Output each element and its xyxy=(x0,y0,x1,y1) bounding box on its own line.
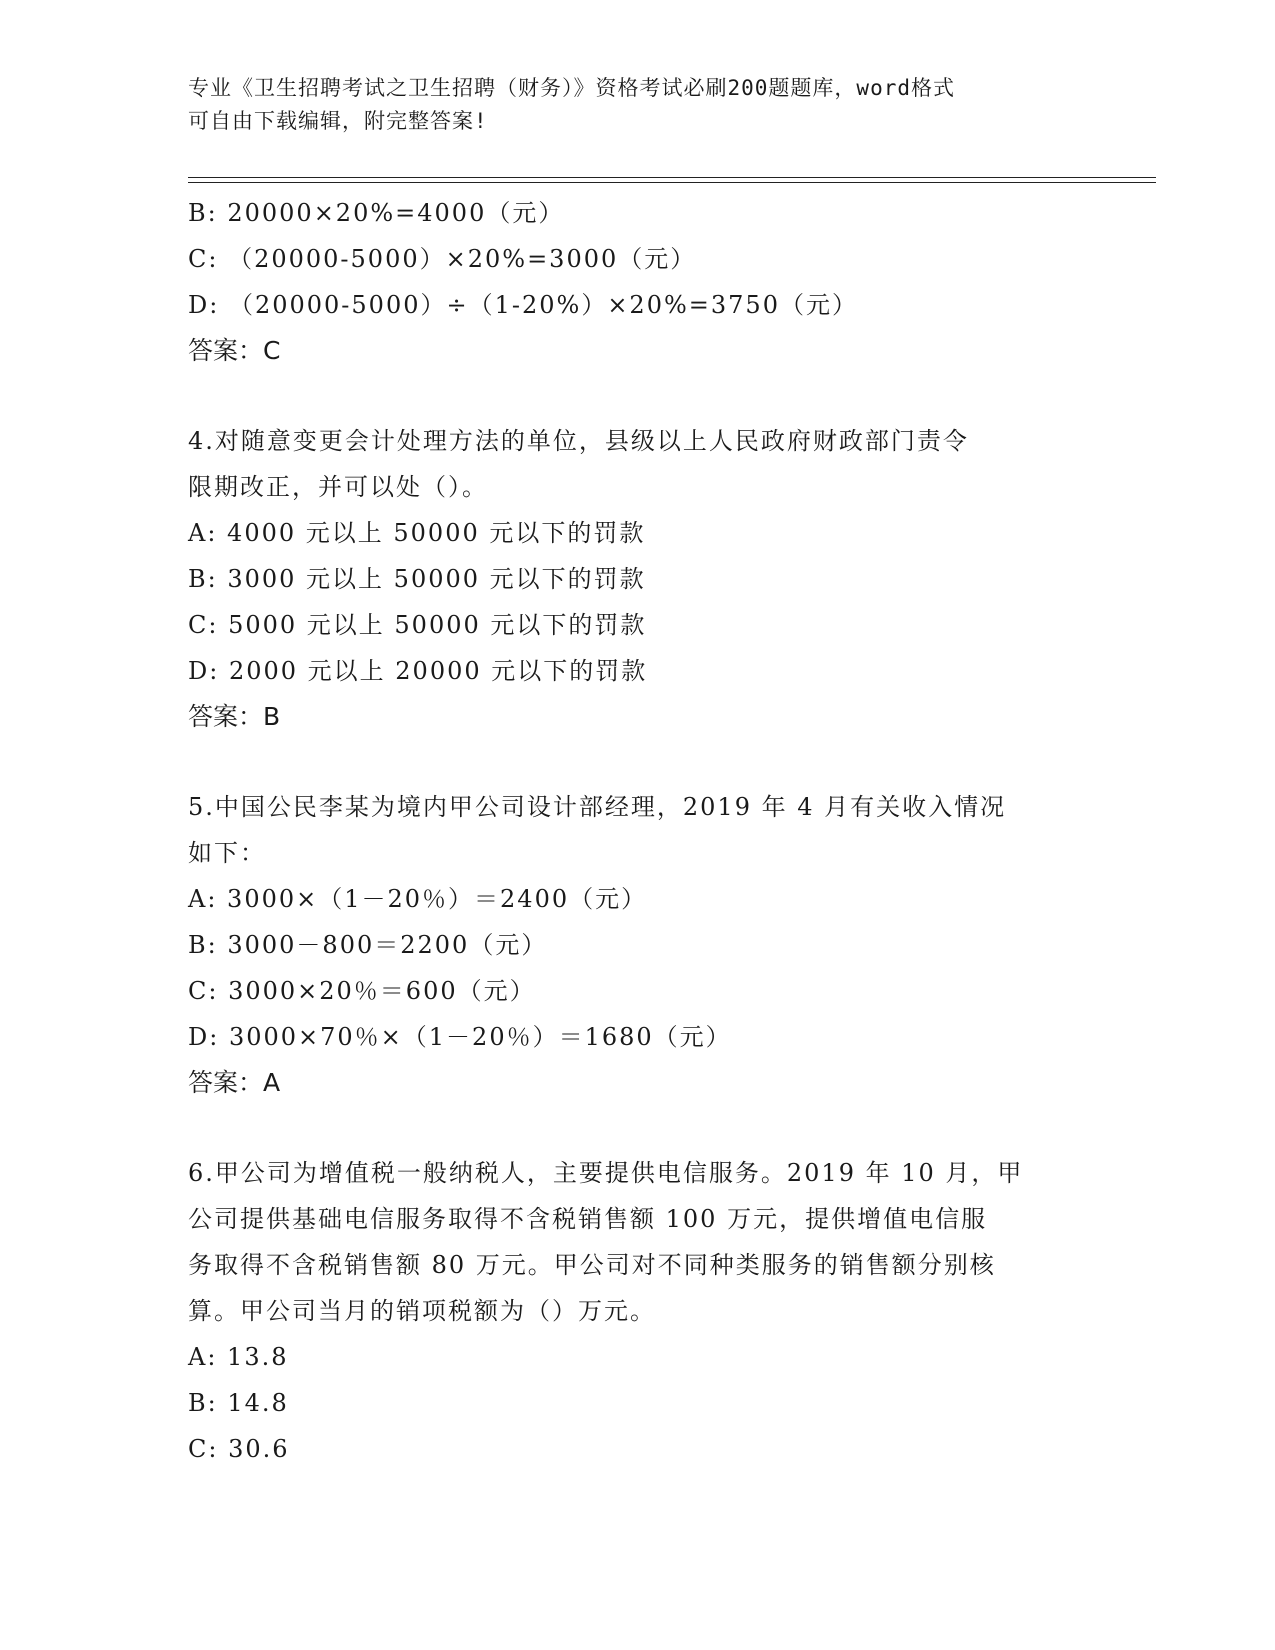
q6-stem-line-1: 6.甲公司为增值税一般纳税人，主要提供电信服务。2019 年 10 月，甲 xyxy=(188,1159,1024,1187)
q5-option-c: C: 3000×20％＝600（元） xyxy=(188,977,536,1005)
question-4 xyxy=(188,418,1088,740)
q6-option-a: A: 13.8 xyxy=(188,1343,289,1371)
header-divider-bottom xyxy=(188,182,1156,183)
spacer xyxy=(188,374,1088,418)
q5-option-a: A: 3000×（1－20％）＝2400（元） xyxy=(188,885,648,913)
q5-stem-line-2: 如下： xyxy=(188,839,266,867)
q3-option-d: D: （20000-5000）÷（1-20%）×20%=3750（元） xyxy=(188,291,858,319)
q5-answer: 答案：A xyxy=(188,1068,281,1097)
question-5 xyxy=(188,784,1088,1106)
q5-stem-line-1: 5.中国公民李某为境内甲公司设计部经理，2019 年 4 月有关收入情况 xyxy=(188,793,1007,821)
q4-option-b: B: 3000 元以上 50000 元以下的罚款 xyxy=(188,565,646,593)
q4-stem-line-1: 4.对随意变更会计处理方法的单位，县级以上人民政府财政部门责令 xyxy=(188,427,969,455)
header-line-2: 可自由下载编辑，附完整答案! xyxy=(188,109,488,133)
q3-option-c: C: （20000-5000）×20%=3000（元） xyxy=(188,245,697,273)
spacer xyxy=(188,1106,1088,1150)
q6-stem-line-4: 算。甲公司当月的销项税额为（）万元。 xyxy=(188,1297,656,1325)
question-3 xyxy=(188,190,1088,374)
q6-option-c: C: 30.6 xyxy=(188,1435,290,1463)
q5-option-d: D: 3000×70％×（1－20％）＝1680（元） xyxy=(188,1023,732,1051)
spacer xyxy=(188,740,1088,784)
question-6 xyxy=(188,1150,1088,1472)
q5-option-b: B: 3000－800＝2200（元） xyxy=(188,931,548,959)
q4-option-d: D: 2000 元以上 20000 元以下的罚款 xyxy=(188,657,648,685)
q4-option-a: A: 4000 元以上 50000 元以下的罚款 xyxy=(188,519,646,547)
q6-stem-line-3: 务取得不含税销售额 80 万元。甲公司对不同种类服务的销售额分别核 xyxy=(188,1251,996,1279)
document-body xyxy=(188,190,1088,1472)
q6-stem-line-2: 公司提供基础电信服务取得不含税销售额 100 万元，提供增值电信服 xyxy=(188,1205,988,1233)
header-line-1: 专业《卫生招聘考试之卫生招聘（财务）》资格考试必刷200题题库，word格式 xyxy=(188,76,955,100)
q3-answer: 答案：C xyxy=(188,336,281,365)
q4-option-c: C: 5000 元以上 50000 元以下的罚款 xyxy=(188,611,647,639)
header-divider-top xyxy=(188,177,1156,178)
q4-answer: 答案：B xyxy=(188,702,281,731)
q4-stem-line-2: 限期改正，并可以处（）。 xyxy=(188,473,488,501)
document-header xyxy=(188,72,1088,138)
q3-option-b: B: 20000×20%=4000（元） xyxy=(188,199,565,227)
q6-option-b: B: 14.8 xyxy=(188,1389,289,1417)
